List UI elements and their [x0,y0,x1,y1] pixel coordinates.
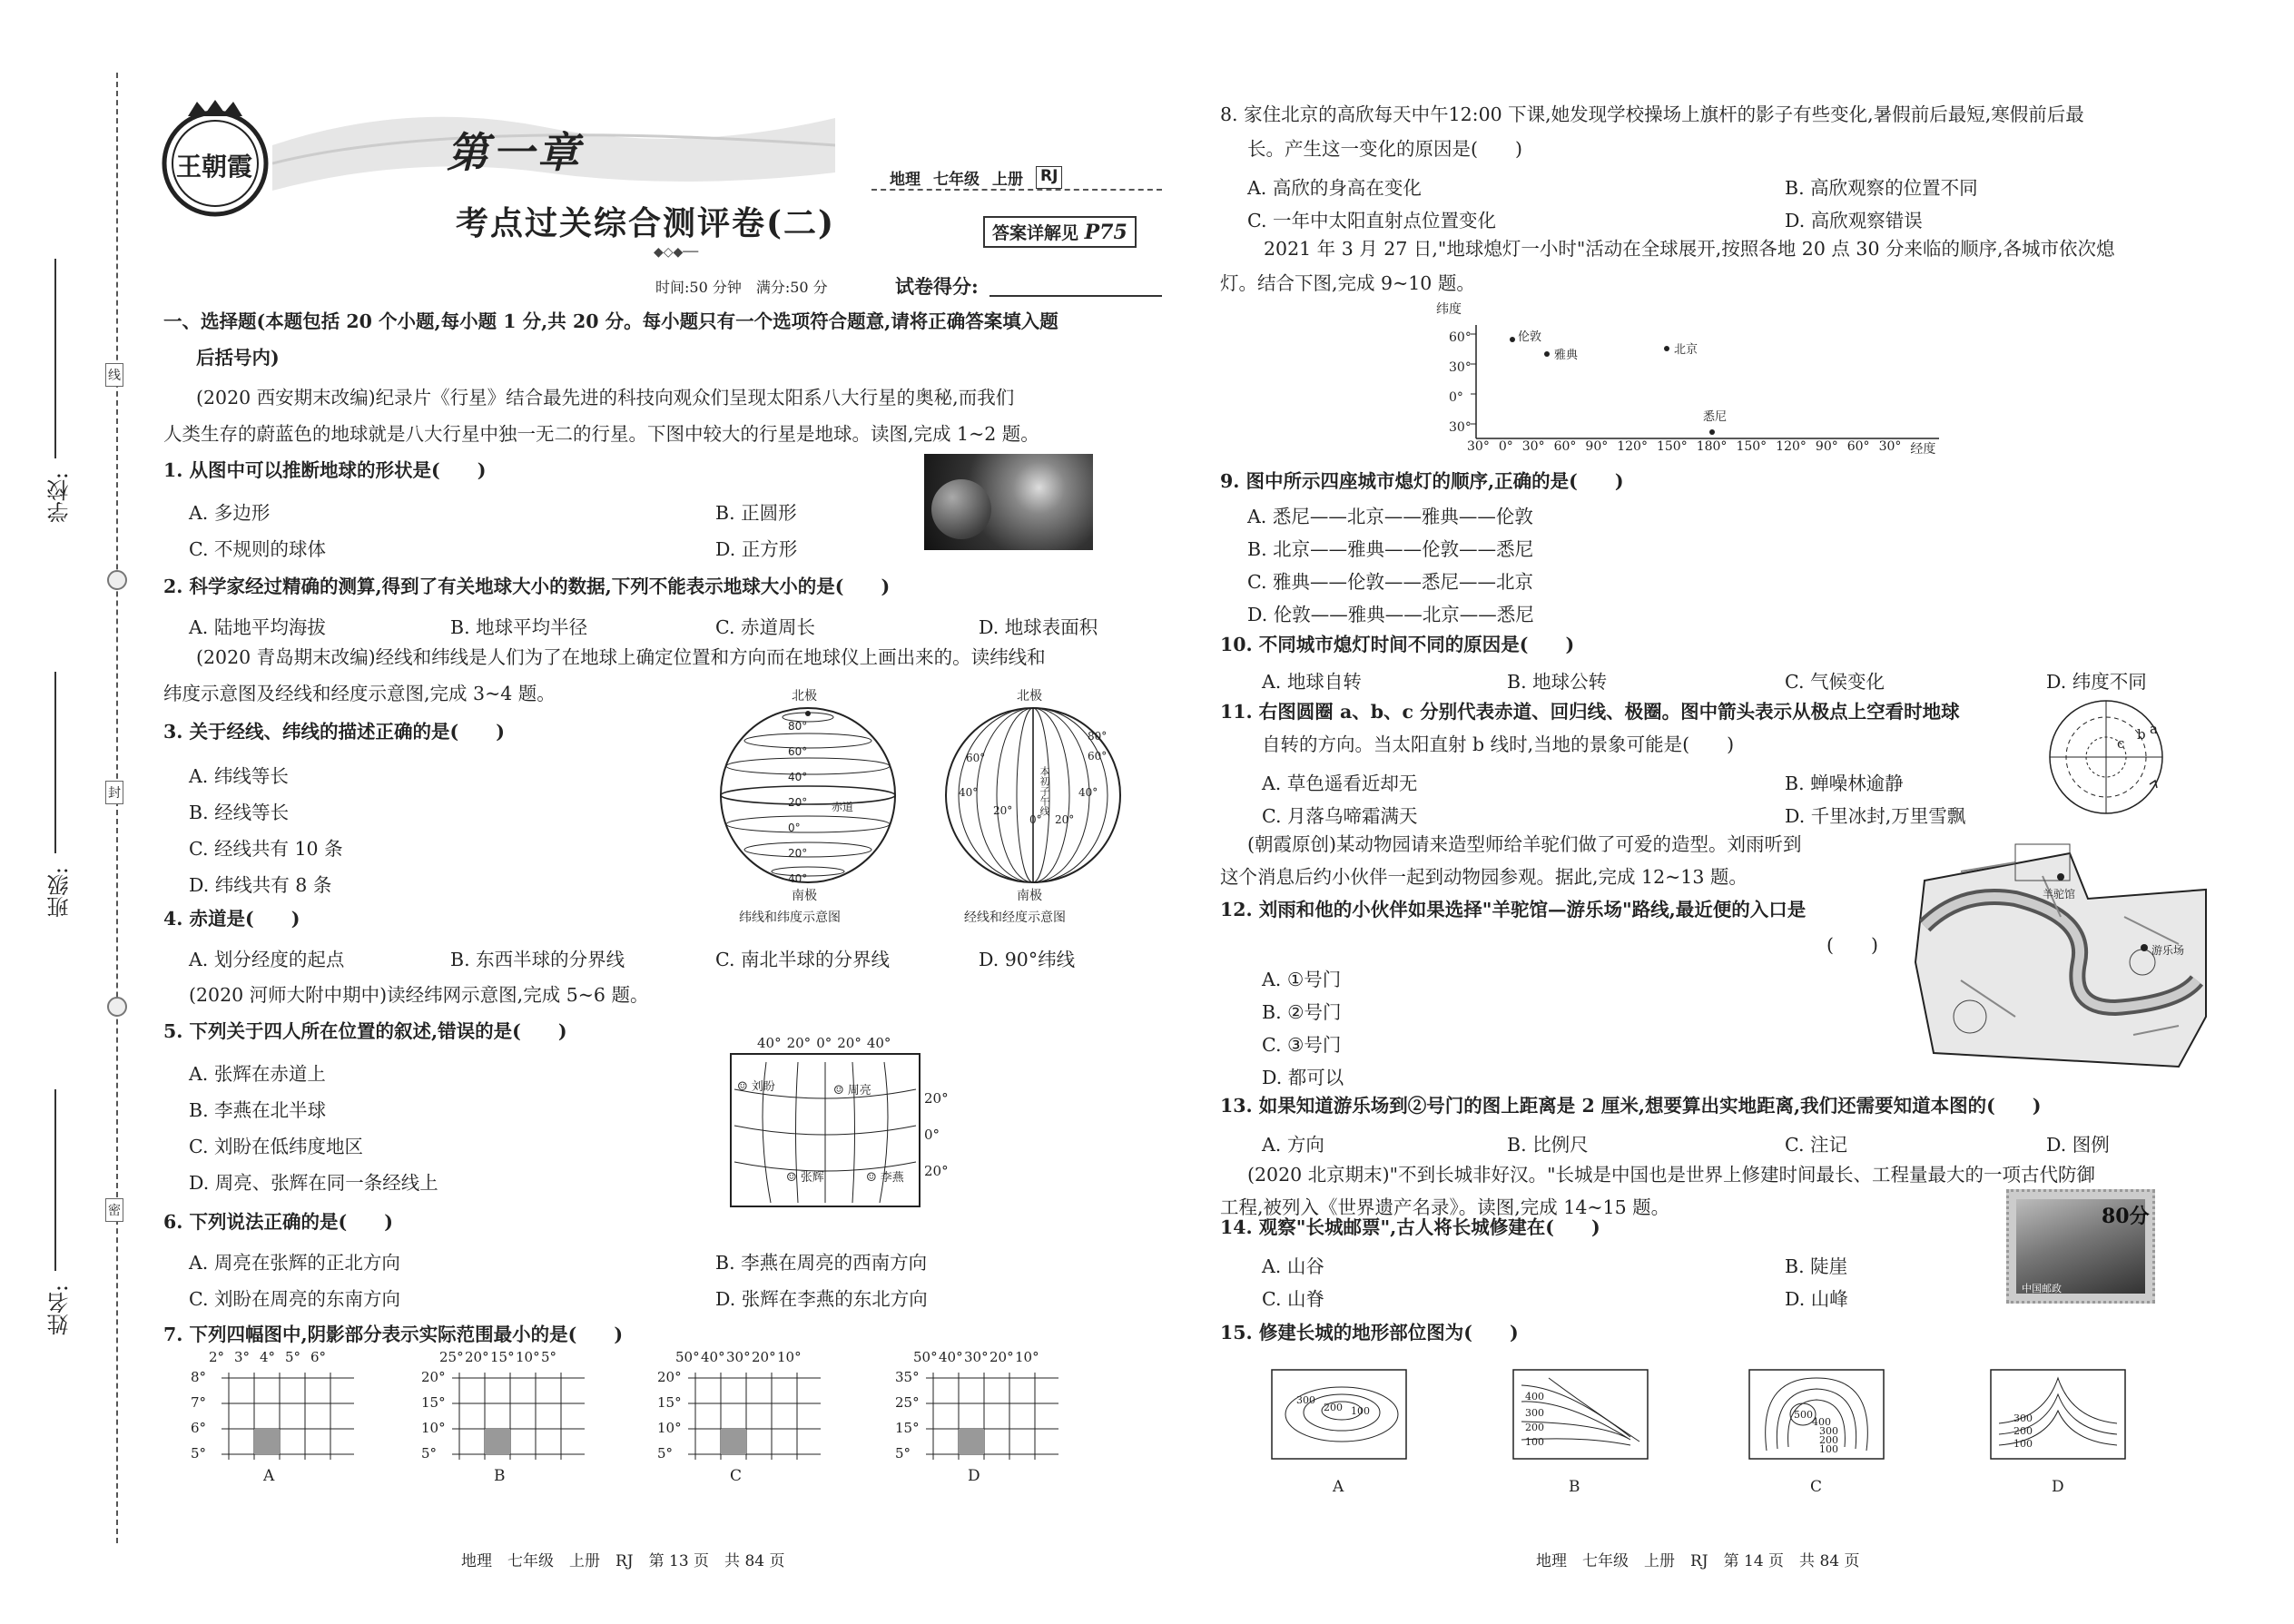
graticule-top-label: 20° [837,1035,861,1051]
contour-label: 200 [2013,1425,2033,1437]
q8-stem-line2: 长。产生这一变化的原因是( ) [1247,138,1522,160]
person-label: 刘盼 [751,1080,775,1094]
globe1-caption: 纬线和纬度示意图 [739,910,841,925]
q11-option-c[interactable]: C. 月落乌啼霜满天 [1262,805,1418,827]
seal-char-1: 线 [105,363,123,387]
q12-option-a[interactable]: A. ①号门 [1262,969,1342,990]
stamp-text: 中国邮政 [2022,1283,2062,1294]
q7-figure-letter[interactable]: D [968,1467,980,1485]
contour-label: 300 [1525,1407,1544,1419]
graticule-top-label: 40° [757,1035,782,1051]
q11-option-d[interactable]: D. 千里冰封,万里雪飘 [1785,805,1966,827]
q12-stem: 12. 刘雨和他的小伙伴如果选择"羊驼馆—游乐场"路线,最近便的入口是 [1220,899,1807,920]
graticule-right-label: 20° [924,1163,949,1179]
q5-stem: 5. 下列关于四人所在位置的叙述,错误的是( ) [163,1020,567,1042]
globe2-lon-label: 80° [1088,730,1108,743]
q15-stem: 15. 修建长城的地形部位图为( ) [1220,1322,1519,1343]
intro1-line1: (2020 西安期末改编)纪录片《行星》结合最先进的科技向观众们呈现太阳系八大行星的奥秘,而我们 [196,387,1015,408]
q9-option-a[interactable]: A. 悉尼——北京——雅典——伦敦 [1247,506,1533,527]
class-field[interactable] [54,672,56,853]
grid-top-label: 2° [209,1349,225,1365]
chart-yticks [1449,323,1472,443]
tag-volume: 上册 [992,171,1023,189]
chart-xtick: 120° [1617,439,1648,454]
q5-option-d[interactable]: D. 周亮、张辉在同一条经线上 [189,1172,438,1194]
q12-option-d[interactable]: D. 都可以 [1262,1067,1344,1088]
chart-ytick: 30° [1449,420,1472,435]
seal-char-2: 封 [105,781,123,804]
q1-option-d[interactable]: D. 正方形 [715,538,798,560]
person-liupan: ☺ 刘盼 [737,1080,775,1094]
intro5-line1: (朝霞原创)某动物园请来造型师给羊驼们做了可爱的造型。刘雨听到 [1247,833,1802,855]
score-label: 试卷得分: [895,275,979,298]
city-label-athens: 雅典 [1554,349,1579,362]
person-zhanghui: ☺ 张辉 [786,1171,824,1185]
globe1-equator-label: 赤道 [832,801,854,813]
grid-left-label: 35° [895,1369,920,1385]
graticule-map [730,1035,949,1216]
q5-option-b[interactable]: B. 李燕在北半球 [189,1099,327,1121]
q3-option-b[interactable]: B. 经线等长 [189,802,290,823]
score-field[interactable] [989,295,1162,297]
chart-xtick: 150° [1736,439,1767,454]
globe1-lat-label: 40° [788,771,808,783]
graticule-top-labels [757,1035,891,1051]
logo [156,100,274,218]
q11-option-b[interactable]: B. 蝉噪林逾静 [1785,773,1904,794]
contour-label: 400 [1525,1391,1544,1403]
answer-ref-page: P75 [1084,221,1127,244]
globe1-south: 南极 [792,889,817,903]
tag-edition: RJ [1036,166,1062,189]
zoo-label-alpaca: 羊驼馆 [2043,888,2076,901]
q6-option-a[interactable]: A. 周亮在张辉的正北方向 [189,1252,400,1274]
graticule-right-label: 0° [924,1127,940,1143]
q11-option-a[interactable]: A. 草色遥看近却无 [1262,773,1418,794]
graticule-right-label: 20° [924,1090,949,1107]
cut-line [116,73,118,1543]
q3-option-c[interactable]: C. 经线共有 10 条 [189,838,343,860]
q4-option-b[interactable]: B. 东西半球的分界线 [450,949,625,970]
q7-figure-a [191,1349,372,1494]
q10-option-c[interactable]: C. 气候变化 [1785,671,1885,693]
q8-option-a[interactable]: A. 高欣的身高在变化 [1247,177,1422,199]
q3-option-a[interactable]: A. 纬线等长 [189,765,289,787]
right-footer: 地理 七年级 上册 RJ 第 14 页 共 84 页 [1536,1552,1860,1570]
globe2-north: 北极 [1017,689,1042,704]
section1-title: 一、选择题(本题包括 20 个小题,每小题 1 分,共 20 分。每小题只有一个选项符合题意,请将正确答案填入题 [163,310,1058,332]
chart-ytick: 0° [1449,390,1463,405]
q1-option-a[interactable]: A. 多边形 [189,502,271,524]
grid-left-label: 5° [895,1445,911,1462]
grid-left-label: 8° [191,1369,207,1385]
contour-letter-a[interactable]: A [1333,1478,1344,1496]
q12-answer-paren[interactable]: ( ) [1826,934,1878,956]
planet-photo [924,454,1093,550]
circle-label-c: c [2117,735,2125,752]
latitude-globe-figure [717,686,899,925]
chart-xtick: 60° [1846,439,1870,454]
name-field[interactable] [54,1089,56,1271]
intro2-line2: 纬度示意图及经线和经度示意图,完成 3~4 题。 [163,683,556,704]
q10-option-a[interactable]: A. 地球自转 [1262,671,1362,693]
chart-ylabel: 纬度 [1436,302,1462,317]
answer-ref-box [983,216,1137,248]
q7-figure-letter[interactable]: C [730,1467,743,1485]
contour-letter-d[interactable]: D [2052,1478,2064,1496]
q9-stem: 9. 图中所示四座城市熄灯的顺序,正确的是( ) [1220,470,1624,492]
polar-circle-figure [2043,694,2170,821]
q14-option-c[interactable]: C. 山脊 [1262,1288,1324,1310]
intro2-line1: (2020 青岛期末改编)经线和纬线是人们为了在地球上确定位置和方向而在地球仪上画出来的。读纬线和 [196,646,1046,668]
q1-option-b[interactable]: B. 正圆形 [715,502,797,524]
intro6-line2: 工程,被列入《世界遗产名录》。读图,完成 14~15 题。 [1220,1196,1670,1218]
q12-option-c[interactable]: C. ③号门 [1262,1034,1342,1056]
globe2-lon-label: 40° [1078,786,1098,799]
globe1-lat-label: 20° [788,796,808,809]
grid-top-label: 50° [675,1349,700,1365]
grid-top-label: 25° [439,1349,464,1365]
globe2-lon-label: 60° [966,752,986,764]
globe2-meridian-label: 本初子午线 [1039,766,1050,816]
q14-stem: 14. 观察"长城邮票",古人将长城修建在( ) [1220,1216,1600,1238]
tag-underline [871,189,1162,191]
q2-option-c[interactable]: C. 赤道周长 [715,616,815,638]
chart-xtick: 90° [1585,439,1609,454]
q8-option-c[interactable]: C. 一年中太阳直射点位置变化 [1247,210,1496,231]
globe2-lon-label: 20° [1055,813,1075,826]
q1-option-c[interactable]: C. 不规则的球体 [189,538,326,560]
chart-ytick: 60° [1449,330,1472,345]
binding-hole-1 [107,570,127,590]
answer-ref-label: 答案详解见 [992,223,1079,243]
q13-option-d[interactable]: D. 图例 [2046,1134,2110,1156]
q2-stem: 2. 科学家经过精确的测算,得到了有关地球大小的数据,下列不能表示地球大小的是( ) [163,576,891,597]
binding-margin [0,0,127,1624]
chart-xticks [1467,439,1935,458]
globe2-lon-label: 20° [993,804,1013,817]
q6-stem: 6. 下列说法正确的是( ) [163,1211,393,1233]
chart-xtick: 60° [1553,439,1577,454]
q13-option-b[interactable]: B. 比例尺 [1507,1134,1589,1156]
grid-left-label: 15° [657,1394,682,1411]
grid-left-label: 25° [895,1394,920,1411]
section1-title-cont: 后括号内) [196,347,280,369]
q9-option-b[interactable]: B. 北京——雅典——伦敦——悉尼 [1247,538,1534,560]
chart-xtick: 90° [1815,439,1838,454]
contour-label: 200 [1525,1422,1544,1433]
q9-option-c[interactable]: C. 雅典——伦敦——悉尼——北京 [1247,571,1533,593]
q1-stem: 1. 从图中可以推断地球的形状是( ) [163,459,487,481]
seal-char-3: 密 [105,1198,123,1222]
person-label: 周亮 [847,1084,871,1097]
tag-grade: 七年级 [933,171,980,189]
q4-option-d[interactable]: D. 90°纬线 [979,949,1076,970]
contour-label: 200 [1819,1434,1838,1446]
grid-left-label: 5° [657,1445,674,1462]
contour-label: 500 [1794,1409,1813,1421]
chart-xtick: 180° [1696,439,1728,454]
grid-left-label: 20° [421,1369,446,1385]
contour-label: 100 [1351,1405,1370,1417]
contour-label: 100 [1525,1436,1544,1448]
chart-xtick: 30° [1878,439,1902,454]
contour-letter-b[interactable]: B [1569,1478,1580,1496]
q7-figure-letter[interactable]: B [494,1467,506,1485]
q10-option-b[interactable]: B. 地球公转 [1507,671,1608,693]
graticule-top-label: 20° [786,1035,812,1051]
globe1-lat-labels [788,714,807,891]
graticule-top-label: 0° [816,1035,832,1051]
q8-option-b[interactable]: B. 高欣观察的位置不同 [1785,177,1978,199]
city-label-london: 伦敦 [1518,330,1542,344]
person-label: 李燕 [880,1171,904,1185]
grid-top-label: 10° [777,1349,802,1365]
q4-option-a[interactable]: A. 划分经度的起点 [189,949,345,970]
person-label: 张辉 [800,1171,824,1185]
grid-top-label: 50° [913,1349,938,1365]
q2-option-d[interactable]: D. 地球表面积 [979,616,1098,638]
grid-left-label: 15° [895,1420,920,1436]
globe1-lat-label: 20° [788,847,808,860]
globe2-caption: 经线和经度示意图 [964,910,1066,925]
contour-label: 400 [1812,1416,1831,1428]
globe1-lat-label: 60° [788,745,808,758]
city-label-sydney: 悉尼 [1703,410,1728,424]
stamp-value: 80分 [2102,1205,2150,1228]
globe2-lon-label: 0° [1029,813,1042,826]
contour-label: 100 [1819,1443,1838,1455]
globe1-lat-label: 40° [788,872,808,885]
chart-xtick: 150° [1656,439,1688,454]
grid-top-label: 20° [465,1349,489,1365]
contour-label: 300 [1296,1394,1315,1406]
contour-letter-c[interactable]: C [1810,1478,1823,1496]
time-info: 时间:50 分钟 满分:50 分 [655,279,828,296]
chart-xtick: 30° [1467,439,1490,454]
q7-figure-letter[interactable]: A [263,1467,275,1485]
q13-option-a[interactable]: A. 方向 [1262,1134,1324,1156]
q14-option-b[interactable]: B. 陡崖 [1785,1255,1848,1277]
chapter-title: 第一章 [447,128,583,177]
q3-option-d[interactable]: D. 纬线共有 8 条 [189,874,332,896]
intro6-line1: (2020 北京期末)"不到长城非好汉。"长城是中国也是世界上修建时间最长、工程量最大的一项古代防御 [1247,1164,2096,1186]
grid-left-label: 10° [421,1420,446,1436]
name-label: 姓名: [47,1284,73,1336]
grid-top-label: 6° [310,1349,327,1365]
grid-top-label: 15° [490,1349,515,1365]
q8-stem-line1: 8. 家住北京的高欣每天中午12:00 下课,她发现学校操场上旗杆的影子有些变化,暑假前后最短,寒假前后最 [1220,103,2084,125]
q3-stem: 3. 关于经线、纬线的描述正确的是( ) [163,721,505,743]
globe1-lat-label: 80° [788,720,808,733]
grid-left-label: 10° [657,1420,682,1436]
intro5-line2: 这个消息后约小伙伴一起到动物园参观。据此,完成 12~13 题。 [1220,866,1748,888]
intro4-line2: 灯。结合下图,完成 9~10 题。 [1220,272,1475,294]
q2-option-b[interactable]: B. 地球平均半径 [450,616,588,638]
q7-figure-d [895,1349,1077,1494]
q4-stem: 4. 赤道是( ) [163,908,300,930]
person-zhouliang: ☺ 周亮 [833,1084,871,1097]
zoo-label-playground: 游乐场 [2151,944,2185,957]
grid-left-label: 6° [191,1420,207,1436]
class-label: 班级: [47,867,73,919]
tag-subject: 地理 [890,171,921,189]
q7-stem: 7. 下列四幅图中,阴影部分表示实际范围最小的是( ) [163,1324,624,1345]
contour-label: 300 [1819,1425,1838,1437]
binding-hole-2 [107,997,127,1017]
q14-option-a[interactable]: A. 山谷 [1262,1255,1324,1277]
grid-top-label: 4° [260,1349,276,1365]
q5-option-a[interactable]: A. 张辉在赤道上 [189,1063,326,1085]
q14-option-d[interactable]: D. 山峰 [1785,1288,1848,1310]
globe2-lon-label: 40° [959,786,979,799]
longitude-globe-figure [942,686,1124,925]
grid-top-label: 10° [516,1349,540,1365]
city-location-chart [1431,300,1975,463]
q10-stem: 10. 不同城市熄灯时间不同的原因是( ) [1220,634,1575,655]
title-decoration: ◆◇◆── [654,245,699,260]
grid-top-label: 30° [964,1349,989,1365]
contour-b [1512,1369,1649,1496]
q5-option-c[interactable]: C. 刘盼在低纬度地区 [189,1136,363,1157]
contour-label: 300 [2013,1412,2033,1424]
contour-label: 200 [1324,1402,1343,1413]
chart-xlabel: 经度 [1910,442,1936,457]
school-label: 学校: [47,472,73,524]
school-field[interactable] [54,259,56,458]
q12-option-b[interactable]: B. ②号门 [1262,1001,1342,1023]
q13-option-c[interactable]: C. 注记 [1785,1134,1847,1156]
zoo-map [1906,835,2208,1073]
grid-top-label: 10° [1015,1349,1039,1365]
contour-a [1271,1369,1407,1496]
grid-top-label: 5° [285,1349,301,1365]
q6-option-c[interactable]: C. 刘盼在周亮的东南方向 [189,1288,400,1310]
q8-option-d[interactable]: D. 高欣观察错误 [1785,210,1923,231]
q9-option-d[interactable]: D. 伦敦——雅典——北京——悉尼 [1247,604,1534,625]
chart-xtick: 0° [1498,439,1513,454]
grid-top-label: 20° [989,1349,1014,1365]
circle-label-a: a [2150,721,2158,737]
q7-figure-b [421,1349,603,1494]
grid-top-label: 20° [752,1349,776,1365]
chart-ytick: 30° [1449,360,1472,375]
q4-option-c[interactable]: C. 南北半球的分界线 [715,949,890,970]
q6-option-d[interactable]: D. 张辉在李燕的东北方向 [715,1288,928,1310]
person-liyan: ☺ 李燕 [866,1171,904,1185]
great-wall-stamp [2006,1189,2155,1304]
grid-top-label: 40° [939,1349,963,1365]
grid-top-label: 30° [726,1349,751,1365]
chart-xtick: 120° [1776,439,1807,454]
grid-top-label: 3° [234,1349,251,1365]
q2-option-a[interactable]: A. 陆地平均海拔 [189,616,326,638]
exam-title: 考点过关综合测评卷(二) [456,204,836,242]
globe1-lat-label: 0° [788,822,801,834]
intro4-line1: 2021 年 3 月 27 日,"地球熄灯一小时"活动在全球展开,按照各地 20 点 30 分来临的顺序,各城市依次熄 [1264,238,2115,260]
logo-text: 王朝霞 [176,152,253,182]
q11-stem-line1: 11. 右图圆圈 a、b、c 分别代表赤道、回归线、极圈。图中箭头表示从极点上空看时地球 [1220,701,1960,723]
grid-left-label: 5° [191,1445,207,1462]
grid-top-label: 40° [701,1349,725,1365]
globe2-lon-label: 60° [1088,750,1108,763]
chart-xtick: 30° [1521,439,1545,454]
q7-figure-c [657,1349,839,1494]
grid-left-label: 15° [421,1394,446,1411]
grid-top-label: 5° [541,1349,557,1365]
intro3: (2020 河师大附中期中)读经纬网示意图,完成 5~6 题。 [189,984,649,1006]
contour-d [1990,1369,2126,1496]
circle-label-b: b [2137,726,2146,743]
q10-option-d[interactable]: D. 纬度不同 [2046,671,2147,693]
contour-label: 100 [2013,1438,2033,1450]
grid-left-label: 7° [191,1394,207,1411]
left-footer: 地理 七年级 上册 RJ 第 13 页 共 84 页 [461,1552,785,1570]
globe2-south: 南极 [1017,889,1042,903]
intro1-line2: 人类生存的蔚蓝色的地球就是八大行星中独一无二的行星。下图中较大的行星是地球。读图,完成 1~2 题。 [163,423,1039,445]
graticule-right-labels [924,1080,949,1189]
grid-left-label: 5° [421,1445,438,1462]
globe1-north: 北极 [792,689,817,704]
graticule-top-label: 40° [866,1035,891,1051]
q11-stem-line2: 自转的方向。当太阳直射 b 线时,当地的景象可能是( ) [1262,733,1735,755]
subject-tags [890,166,1062,189]
contour-c [1748,1369,1885,1496]
q13-stem: 13. 如果知道游乐场到②号门的图上距离是 2 厘米,想要算出实地距离,我们还需要知道本图的( ) [1220,1095,2042,1117]
city-label-beijing: 北京 [1674,343,1698,357]
q6-option-b[interactable]: B. 李燕在周亮的西南方向 [715,1252,928,1274]
grid-left-label: 20° [657,1369,682,1385]
